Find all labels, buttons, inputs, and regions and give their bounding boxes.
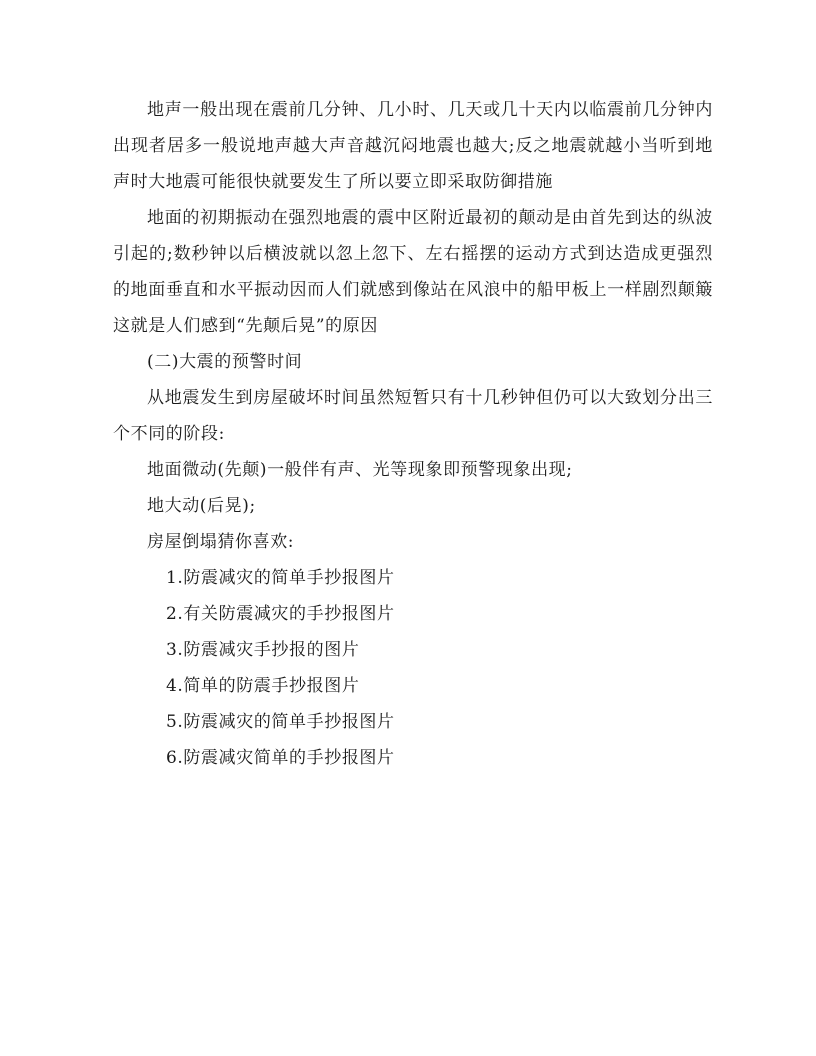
list-item-link[interactable]: 防震减灾手抄报的图片 bbox=[183, 640, 360, 660]
list-item-number: 1. bbox=[166, 568, 184, 588]
list-item-link[interactable]: 防震减灾的简单手抄报图片 bbox=[183, 712, 395, 732]
section-heading-warning-time: (二)大震的预警时间 bbox=[147, 352, 303, 372]
document-body bbox=[113, 92, 713, 776]
list-item[interactable] bbox=[113, 704, 713, 740]
list-item[interactable] bbox=[113, 560, 713, 596]
paragraph-stage-micro-motion: 地面微动(先颠)一般伴有声、光等现象即预警现象出现; bbox=[147, 460, 573, 480]
list-item-number: 3. bbox=[166, 640, 184, 660]
paragraph-stage-collapse: 房屋倒塌猜你喜欢: bbox=[147, 532, 295, 552]
paragraph-stages-intro: 从地震发生到房屋破坏时间虽然短暂只有十几秒钟但仍可以大致划分出三个不同的阶段: bbox=[113, 388, 713, 444]
list-item-number: 6. bbox=[166, 748, 184, 768]
paragraph-initial-vibration: 地面的初期振动在强烈地震的震中区附近最初的颠动是由首先到达的纵波引起的;数秒钟以后横波就以忽上忽下、左右摇摆的运动方式到达造成更强烈的地面垂直和水平振动因而人们就感到像站在风浪中的船甲板上一样剧烈颠簸这就是人们感到“先颠后晃”的原因 bbox=[113, 208, 713, 336]
related-articles-list bbox=[113, 560, 713, 776]
list-item-number: 4. bbox=[166, 676, 184, 696]
list-item[interactable] bbox=[113, 668, 713, 704]
list-item-link[interactable]: 有关防震减灾的手抄报图片 bbox=[183, 604, 395, 624]
list-item-link[interactable]: 防震减灾简单的手抄报图片 bbox=[183, 748, 395, 768]
list-item-number: 2. bbox=[166, 604, 184, 624]
list-item-link[interactable]: 简单的防震手抄报图片 bbox=[183, 676, 360, 696]
list-item-number: 5. bbox=[166, 712, 184, 732]
paragraph-earth-sound: 地声一般出现在震前几分钟、几小时、几天或几十天内以临震前几分钟内出现者居多一般说地声越大声音越沉闷地震也越大;反之地震就越小当听到地声时大地震可能很快就要发生了所以要立即采取防御措施 bbox=[113, 100, 713, 192]
paragraph-stage-strong-motion: 地大动(后晃); bbox=[147, 496, 256, 516]
list-item[interactable] bbox=[113, 632, 713, 668]
list-item[interactable] bbox=[113, 596, 713, 632]
list-item[interactable] bbox=[113, 740, 713, 776]
list-item-link[interactable]: 防震减灾的简单手抄报图片 bbox=[183, 568, 395, 588]
